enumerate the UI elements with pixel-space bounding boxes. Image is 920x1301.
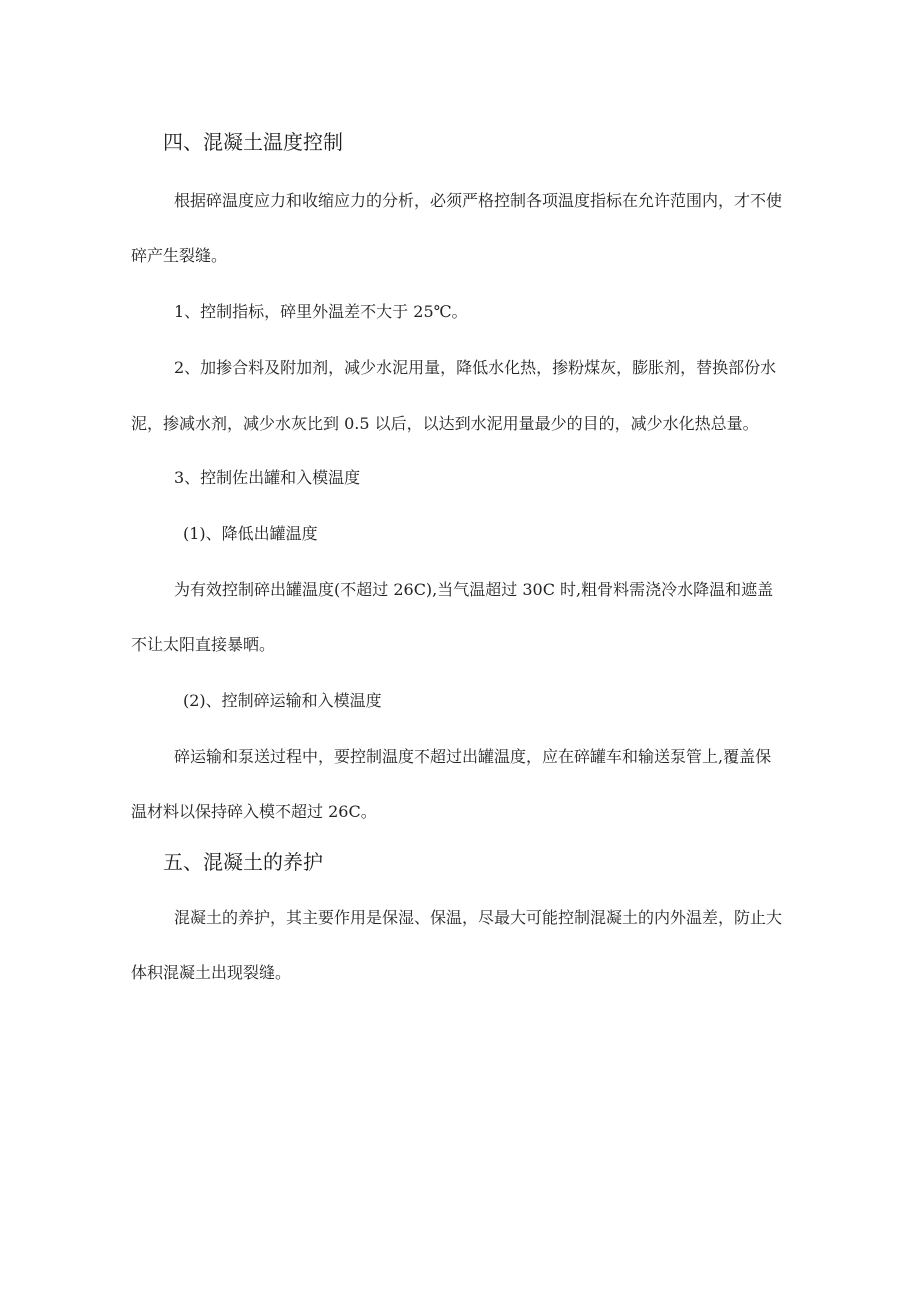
paragraph-line: 混凝土的养护，其主要作用是保湿、保温，尽最大可能控制混凝土的内外温差，防止大 (174, 908, 783, 927)
subitem-title-transport-temp: (2)、控制碎运输和入模温度 (183, 691, 382, 710)
paragraph-line: 根据碎温度应力和收缩应力的分析，必须严格控制各项温度指标在允许范围内，才不使 (174, 191, 783, 210)
paragraph-line: 碎产生裂缝。 (131, 246, 228, 265)
paragraph-line: 温材料以保持碎入模不超过 26C。 (131, 802, 377, 821)
section-heading-temperature-control: 四、混凝土温度控制 (163, 130, 343, 154)
section-heading-curing: 五、混凝土的养护 (163, 850, 323, 874)
paragraph-line: 体积混凝土出现裂缝。 (131, 963, 292, 982)
list-item-pour-temperature: 3、控制佐出罐和入模温度 (174, 468, 361, 487)
paragraph-line: 泥，掺减水剂，减少水灰比到 0.5 以后，以达到水泥用量最少的目的，减少水化热总量。 (131, 414, 759, 433)
paragraph-line: 不让太阳直接暴晒。 (131, 635, 276, 654)
paragraph-line: 碎运输和泵送过程中，要控制温度不超过出罐温度，应在碎罐车和输送泵管上,覆盖保 (174, 747, 772, 766)
list-item-control-index: 1、控制指标，碎里外温差不大于 25℃。 (174, 302, 468, 321)
list-item-admixture: 2、加掺合料及附加剂，减少水泥用量，降低水化热，掺粉煤灰，膨胀剂，替换部份水 (174, 358, 777, 377)
paragraph-line: 为有效控制碎出罐温度(不超过 26C),当气温超过 30C 时,粗骨料需浇冷水降温和遮盖 (174, 580, 774, 599)
subitem-title-lower-output-temp: (1)、降低出罐温度 (183, 524, 318, 543)
